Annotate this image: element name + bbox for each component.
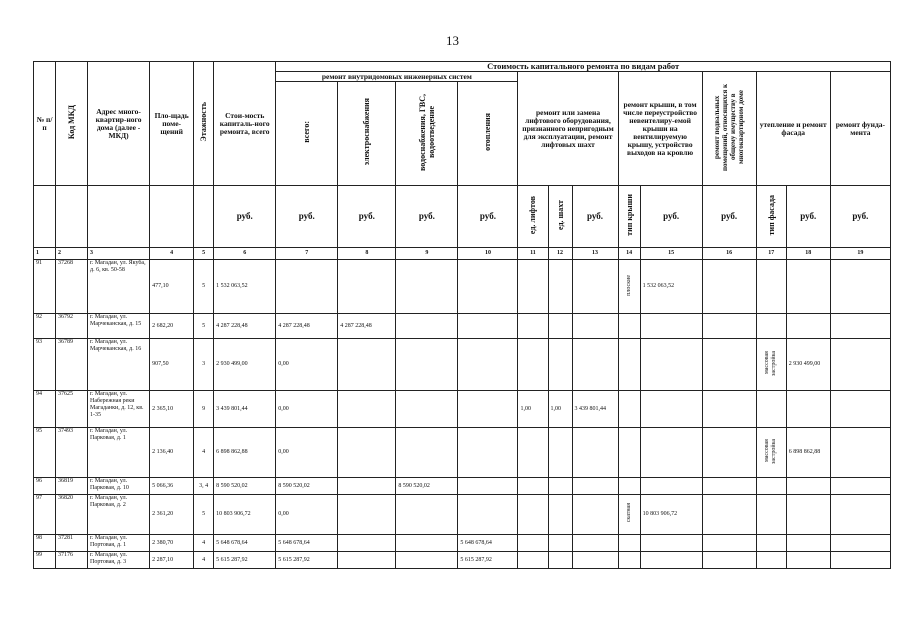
cell-facade-type xyxy=(756,339,786,391)
cell-total: 5 648 678,64 xyxy=(214,535,276,552)
cell-facade-type xyxy=(756,535,786,552)
table-row xyxy=(34,495,891,535)
cell-area: 2 365,10 xyxy=(150,391,194,428)
cell-roof-type xyxy=(618,535,640,552)
cell-n: 92 xyxy=(34,314,56,339)
cell-addr: г. Магадан, ул. Якуба, д. 6, кв. 50-58 xyxy=(88,260,150,314)
unit-col16: руб. xyxy=(702,186,756,248)
cell-code: 37268 xyxy=(56,260,88,314)
cell-area: 907,50 xyxy=(150,339,194,391)
cell-lifts xyxy=(518,260,548,314)
cell-lifts xyxy=(518,552,548,569)
cell-total: 6 898 862,88 xyxy=(214,428,276,478)
cell-water xyxy=(396,314,458,339)
cell-total: 8 590 520,02 xyxy=(214,478,276,495)
cell-facade-type xyxy=(756,552,786,569)
column-number: 12 xyxy=(548,248,572,260)
cell-addr: г. Магадан, ул. Портовая, д. 1 xyxy=(88,535,150,552)
cell-shafts xyxy=(548,260,572,314)
column-number: 5 xyxy=(194,248,214,260)
facade-type-label: массовая застройка xyxy=(764,350,778,376)
cell-n: 94 xyxy=(34,391,56,428)
cell-internal: 8 590 520,02 xyxy=(276,478,338,495)
cell-facade-cost xyxy=(786,314,830,339)
header-col7: всего: xyxy=(276,82,338,186)
cell-lift-cost xyxy=(572,535,618,552)
cell-floors: 5 xyxy=(194,314,214,339)
cell-water xyxy=(396,391,458,428)
cell-area: 2 136,40 xyxy=(150,428,194,478)
cell-heat xyxy=(458,391,518,428)
cell-foundation xyxy=(830,314,890,339)
cell-lift-cost xyxy=(572,428,618,478)
cell-shafts xyxy=(548,495,572,535)
cell-code: 37625 xyxy=(56,391,88,428)
cell-basement xyxy=(702,552,756,569)
cell-foundation xyxy=(830,552,890,569)
cell-foundation xyxy=(830,391,890,428)
cell-facade-cost xyxy=(786,495,830,535)
cell-facade-type xyxy=(756,478,786,495)
cell-roof-cost xyxy=(640,478,702,495)
cell-floors: 4 xyxy=(194,552,214,569)
cell-basement xyxy=(702,428,756,478)
unit-col6: руб. xyxy=(214,186,276,248)
cell-floors: 4 xyxy=(194,535,214,552)
unit-col8: руб. xyxy=(338,186,396,248)
cell-floors: 4 xyxy=(194,428,214,478)
header-col4: Пло-щадь поме-щений xyxy=(150,62,194,186)
cell-floors: 5 xyxy=(194,260,214,314)
cell-area: 2 682,20 xyxy=(150,314,194,339)
table-row xyxy=(34,339,891,391)
header-col1: № п/п xyxy=(34,62,56,186)
cell-lift-cost xyxy=(572,552,618,569)
header-col8: электроснабжения xyxy=(338,82,396,186)
cell-addr: г. Магадан, ул. Портовая, д. 3 xyxy=(88,552,150,569)
cell-elec xyxy=(338,478,396,495)
cell-lift-cost xyxy=(572,495,618,535)
cell-lift-cost xyxy=(572,260,618,314)
header-col9: водоснабжения, ГВС, водоотведение xyxy=(396,82,458,186)
cell-water xyxy=(396,428,458,478)
cell-facade-cost xyxy=(786,552,830,569)
cell-roof-type xyxy=(618,391,640,428)
column-number: 4 xyxy=(150,248,194,260)
cell-area: 2 380,70 xyxy=(150,535,194,552)
column-number: 10 xyxy=(458,248,518,260)
cell-elec xyxy=(338,552,396,569)
cell-code: 36789 xyxy=(56,339,88,391)
cell-roof-cost xyxy=(640,314,702,339)
cell-facade-type xyxy=(756,391,786,428)
cell-elec xyxy=(338,339,396,391)
cell-internal: 4 287 228,48 xyxy=(276,314,338,339)
cell-code: 37281 xyxy=(56,535,88,552)
column-number: 6 xyxy=(214,248,276,260)
header-group-cost: Стоимость капитального ремонта по видам работ xyxy=(276,62,891,72)
cell-heat xyxy=(458,339,518,391)
header-col3: Адрес много-квартир-ного дома (далее - МКД) xyxy=(88,62,150,186)
table-row xyxy=(34,428,891,478)
column-number: 2 xyxy=(56,248,88,260)
cell-roof-type xyxy=(618,552,640,569)
header-group-facade: утепление и ремонт фасада xyxy=(756,72,830,186)
header-units-row xyxy=(34,186,891,248)
cell-internal: 5 615 287,92 xyxy=(276,552,338,569)
cell-roof-type xyxy=(618,428,640,478)
cell-basement xyxy=(702,391,756,428)
cell-roof-cost xyxy=(640,552,702,569)
cell-elec xyxy=(338,428,396,478)
column-number: 15 xyxy=(640,248,702,260)
cell-roof-cost xyxy=(640,391,702,428)
roof-type-label: скатная xyxy=(625,503,632,523)
cell-foundation xyxy=(830,339,890,391)
cell-heat: 5 615 287,92 xyxy=(458,552,518,569)
unit-col11: ед. лифтов xyxy=(518,186,548,248)
facade-type-label: массовая застройка xyxy=(764,438,778,464)
cell-area: 5 066,36 xyxy=(150,478,194,495)
cell-basement xyxy=(702,339,756,391)
table-row xyxy=(34,314,891,339)
cell-area: 477,10 xyxy=(150,260,194,314)
cell-basement xyxy=(702,535,756,552)
cell-lift-cost xyxy=(572,478,618,495)
column-number: 9 xyxy=(396,248,458,260)
cell-shafts xyxy=(548,314,572,339)
unit-col18: руб. xyxy=(786,186,830,248)
cell-water xyxy=(396,495,458,535)
cell-water: 8 590 520,02 xyxy=(396,478,458,495)
cell-heat xyxy=(458,495,518,535)
cell-n: 95 xyxy=(34,428,56,478)
cell-foundation xyxy=(830,535,890,552)
cell-elec xyxy=(338,391,396,428)
cell-lifts xyxy=(518,535,548,552)
cell-facade-type xyxy=(756,495,786,535)
column-number: 3 xyxy=(88,248,150,260)
cell-roof-type xyxy=(618,478,640,495)
table-row xyxy=(34,535,891,552)
cell-roof-cost: 1 532 063,52 xyxy=(640,260,702,314)
header-col5: Этажность xyxy=(194,62,214,186)
cell-code: 36819 xyxy=(56,478,88,495)
cell-floors: 3 xyxy=(194,339,214,391)
capital-repair-table xyxy=(33,61,891,569)
cell-lifts xyxy=(518,428,548,478)
cell-lift-cost xyxy=(572,314,618,339)
header-col6: Стои-мость капиталь-ного ремонта, всего xyxy=(214,62,276,186)
header-col19: ремонт фунда-мента xyxy=(830,72,890,186)
cell-floors: 5 xyxy=(194,495,214,535)
cell-addr: г. Магадан, ул. Парковая, д. 1 xyxy=(88,428,150,478)
cell-facade-cost: 2 930 499,00 xyxy=(786,339,830,391)
cell-internal: 5 648 678,64 xyxy=(276,535,338,552)
cell-shafts xyxy=(548,535,572,552)
cell-code: 36820 xyxy=(56,495,88,535)
cell-internal xyxy=(276,260,338,314)
column-number: 8 xyxy=(338,248,396,260)
cell-facade-cost xyxy=(786,260,830,314)
cell-shafts xyxy=(548,428,572,478)
column-number: 14 xyxy=(618,248,640,260)
unit-col7: руб. xyxy=(276,186,338,248)
column-number-row xyxy=(34,248,891,260)
cell-internal: 0,00 xyxy=(276,428,338,478)
header-group-roof: ремонт крыши, в том числе переустройство невентелиру-емой крыши на вентилируемую крышу, устройство выходов на кровлю xyxy=(618,72,702,186)
cell-roof-type xyxy=(618,314,640,339)
unit-col17: тип фасада xyxy=(756,186,786,248)
cell-addr: г. Магадан, ул. Марчеканская, д. 15 xyxy=(88,314,150,339)
cell-total: 3 439 801,44 xyxy=(214,391,276,428)
cell-roof-cost: 10 803 906,72 xyxy=(640,495,702,535)
header-col16: ремонт подвальных помещений, относящихся к общему имуществу в многоквартирном доме xyxy=(702,72,756,186)
column-number: 16 xyxy=(702,248,756,260)
cell-heat: 5 648 678,64 xyxy=(458,535,518,552)
cell-n: 93 xyxy=(34,339,56,391)
cell-shafts xyxy=(548,478,572,495)
cell-n: 91 xyxy=(34,260,56,314)
unit-col12: ед. шахт xyxy=(548,186,572,248)
header-row-1 xyxy=(34,62,891,72)
unit-col14: тип крыши xyxy=(618,186,640,248)
cell-roof-cost xyxy=(640,339,702,391)
cell-basement xyxy=(702,314,756,339)
cell-water xyxy=(396,339,458,391)
cell-total: 4 287 228,48 xyxy=(214,314,276,339)
cell-total: 2 930 499,00 xyxy=(214,339,276,391)
cell-water xyxy=(396,535,458,552)
header-col10: отопления xyxy=(458,82,518,186)
cell-lifts: 1,00 xyxy=(518,391,548,428)
cell-heat xyxy=(458,478,518,495)
column-number: 11 xyxy=(518,248,548,260)
cell-facade-cost xyxy=(786,391,830,428)
cell-foundation xyxy=(830,260,890,314)
column-number: 1 xyxy=(34,248,56,260)
column-number: 19 xyxy=(830,248,890,260)
cell-roof-type xyxy=(618,260,640,314)
cell-facade-cost xyxy=(786,478,830,495)
unit-col9: руб. xyxy=(396,186,458,248)
cell-n: 96 xyxy=(34,478,56,495)
cell-total: 10 803 906,72 xyxy=(214,495,276,535)
cell-water xyxy=(396,552,458,569)
cell-internal: 0,00 xyxy=(276,495,338,535)
cell-heat xyxy=(458,260,518,314)
cell-lifts xyxy=(518,478,548,495)
cell-facade-type xyxy=(756,314,786,339)
unit-col13: руб. xyxy=(572,186,618,248)
header-group-lift: ремонт или замена лифтового оборудования, признанного непригодным для эксплуатации, ремонт лифтовых шахт xyxy=(518,72,618,186)
cell-facade-cost: 6 898 862,88 xyxy=(786,428,830,478)
cell-roof-cost xyxy=(640,428,702,478)
cell-n: 97 xyxy=(34,495,56,535)
cell-basement xyxy=(702,260,756,314)
cell-foundation xyxy=(830,428,890,478)
unit-col10: руб. xyxy=(458,186,518,248)
cell-lifts xyxy=(518,314,548,339)
cell-n: 99 xyxy=(34,552,56,569)
cell-code: 36792 xyxy=(56,314,88,339)
column-number: 7 xyxy=(276,248,338,260)
roof-type-label: плоские xyxy=(625,274,632,296)
column-number: 18 xyxy=(786,248,830,260)
header-col2: Код МКД xyxy=(56,62,88,186)
unit-col15: руб. xyxy=(640,186,702,248)
cell-internal: 0,00 xyxy=(276,391,338,428)
cell-water xyxy=(396,260,458,314)
cell-floors: 9 xyxy=(194,391,214,428)
cell-floors: 3, 4 xyxy=(194,478,214,495)
cell-heat xyxy=(458,314,518,339)
table-row xyxy=(34,552,891,569)
header-group-internal: ремонт внутридомовых инженерных систем xyxy=(276,72,518,82)
cell-foundation xyxy=(830,495,890,535)
cell-elec: 4 287 228,48 xyxy=(338,314,396,339)
cell-addr: г. Магадан, ул. Набережная реки Магаданки, д. 12, кв. 1-35 xyxy=(88,391,150,428)
cell-elec xyxy=(338,495,396,535)
cell-code: 37493 xyxy=(56,428,88,478)
cell-code: 37176 xyxy=(56,552,88,569)
cell-elec xyxy=(338,260,396,314)
cell-lift-cost xyxy=(572,339,618,391)
cell-heat xyxy=(458,428,518,478)
table-row xyxy=(34,391,891,428)
cell-area: 2 287,10 xyxy=(150,552,194,569)
cell-roof-cost xyxy=(640,535,702,552)
column-number: 13 xyxy=(572,248,618,260)
table-row xyxy=(34,478,891,495)
unit-col19: руб. xyxy=(830,186,890,248)
cell-internal: 0,00 xyxy=(276,339,338,391)
cell-foundation xyxy=(830,478,890,495)
table-row xyxy=(34,260,891,314)
cell-total: 1 532 063,52 xyxy=(214,260,276,314)
cell-n: 98 xyxy=(34,535,56,552)
cell-shafts xyxy=(548,339,572,391)
page-number: 13 xyxy=(446,33,459,48)
cell-shafts xyxy=(548,552,572,569)
cell-lift-cost: 3 439 801,44 xyxy=(572,391,618,428)
cell-facade-cost xyxy=(786,535,830,552)
cell-lifts xyxy=(518,339,548,391)
cell-elec xyxy=(338,535,396,552)
cell-roof-type xyxy=(618,495,640,535)
cell-facade-type xyxy=(756,428,786,478)
cell-addr: г. Магадан, ул. Парковая, д. 2 xyxy=(88,495,150,535)
cell-area: 2 361,20 xyxy=(150,495,194,535)
cell-basement xyxy=(702,478,756,495)
cell-addr: г. Магадан, ул. Марчеканская, д. 16 xyxy=(88,339,150,391)
cell-total: 5 615 287,92 xyxy=(214,552,276,569)
cell-facade-type xyxy=(756,260,786,314)
cell-shafts: 1,00 xyxy=(548,391,572,428)
cell-lifts xyxy=(518,495,548,535)
cell-roof-type xyxy=(618,339,640,391)
cell-addr: г. Магадан, ул. Парковая, д. 10 xyxy=(88,478,150,495)
column-number: 17 xyxy=(756,248,786,260)
cell-basement xyxy=(702,495,756,535)
